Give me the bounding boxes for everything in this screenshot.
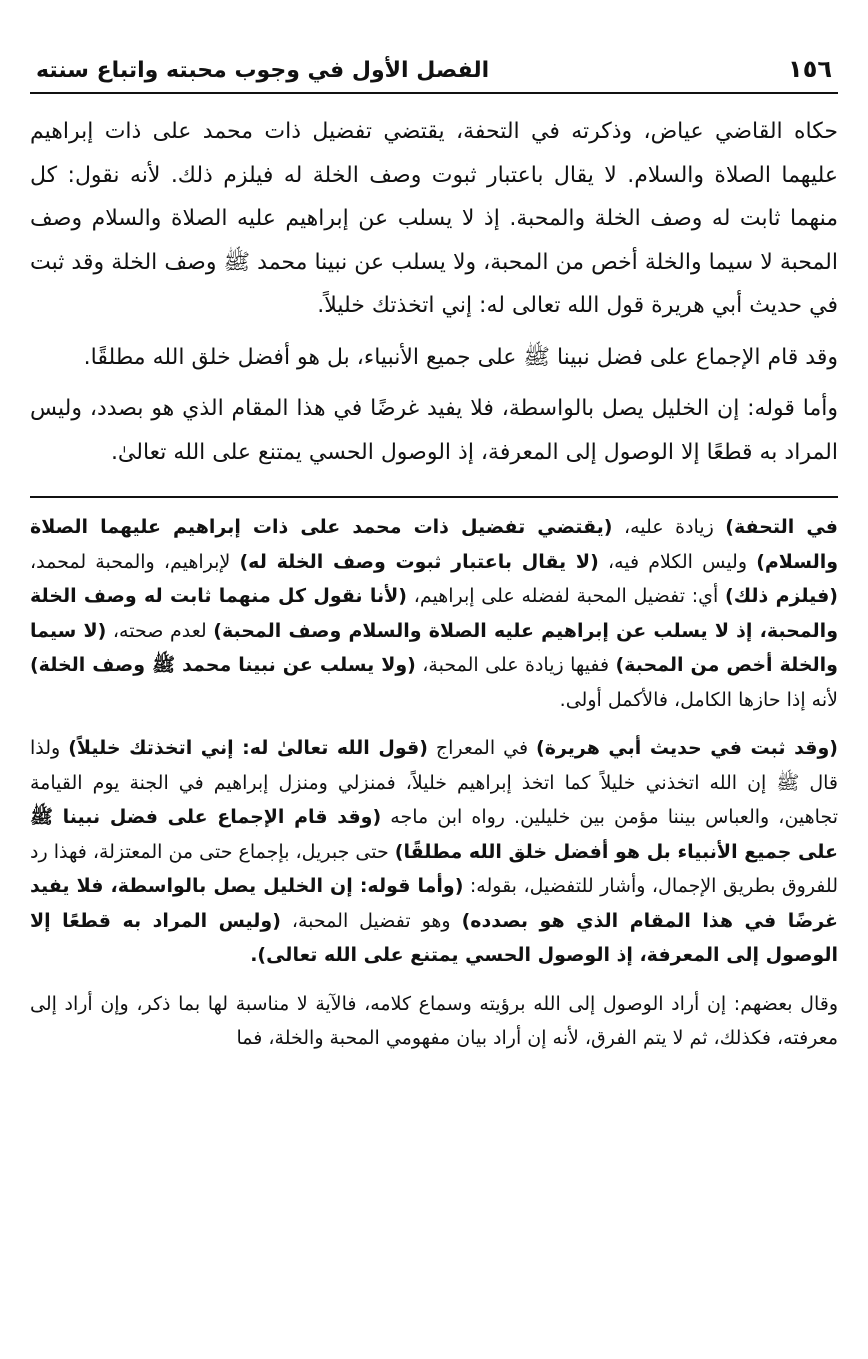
quoted-main-text: (وقد قام الإجماع على فضل نبينا ﷺ على جميع الأنبياء بل هو أفضل خلق الله مطلقًا) [30,806,838,863]
quoted-main-text: (يقتضي تفضيل ذات محمد على ذات إبراهيم عليهما الصلاة والسلام) [30,516,839,573]
quoted-main-text: في التحفة) [725,516,838,538]
commentary-text: وليس الكلام فيه، [598,550,757,573]
quoted-main-text: (ولا يسلب عن نبينا محمد ﷺ وصف الخلة) [30,654,416,676]
commentary-text: وهو تفضيل المحبة، [280,909,462,932]
quoted-main-text: (فيلزم ذلك) [725,585,838,607]
commentary-divider [30,496,838,498]
running-header [30,52,838,88]
header-divider [30,92,838,94]
commentary-text: ففيها زيادة على المحبة، [415,654,616,676]
main-paragraph: حكاه القاضي عياض، وذكرته في التحفة، يقتضي تفضيل ذات محمد على ذات إبراهيم عليهما الصلاة والسلام. لا يقال باعتبار ثبوت وصف الخلة له فيلزم ذلك. لأنه نقول: كل منهما ثابت له وصف الخلة والمحبة. إذ لا يسلب عن إبراهيم عليه الصلاة والسلام وصف المحبة لا سيما والخلة أخص من المحبة، ولا يسلب عن نبينا محمد ﷺ وصف الخلة وقد ثبت في حديث أبي هريرة قول الله تعالى له: إني اتخذتك خليلاً. [30,119,838,318]
commentary-text: لأنه إذا حازها الكامل، فالأكمل أولى. [559,688,838,711]
page-number: ١٥٦ [788,55,832,83]
commentary-text: حتى جبريل، بإجماع حتى من المعتزلة، فهذا رد للفروق بطريق الإجمال، وأشار للتفضيل، بقوله: [30,840,838,897]
commentary-paragraph [30,987,838,1056]
chapter-title: الفصل الأول في وجوب محبته واتباع سنته [36,58,490,83]
quoted-main-text: (لا سيما والخلة أخص من المحبة) [30,619,838,676]
quoted-main-text: (لأنا نقول كل منهما ثابت له وصف الخلة والمحبة، إذ لا يسلب عن إبراهيم عليه الصلاة والسلام وصف المحبة) [30,585,839,642]
commentary-text: ولذا قال ﷺ إن الله اتخذني خليلاً كما اتخذ إبراهيم خليلاً، فمنزلي ومنزل إبراهيم في الجنة يوم القيامة تجاهين، والعباس بيننا مؤمن بين خليلين. رواه ابن ماجه [30,737,838,828]
quoted-main-text: (وليس المراد به قطعًا إلا الوصول إلى المعرفة، إذ الوصول الحسي يمتنع على الله تعالى). [30,909,838,966]
commentary-text: وقال بعضهم: إن أراد الوصول إلى الله برؤيته وسماع كلامه، فالآية لا مناسبة لها بما ذكر، وإن أراد إلى معرفته، فكذلك، ثم لا يتم الفرق، لأنه إن أراد بيان مفهومي المحبة والخلة، فما [30,992,838,1049]
main-paragraph: وقد قام الإجماع على فضل نبينا ﷺ على جميع الأنبياء، بل هو أفضل خلق الله مطلقًا. [83,344,838,370]
commentary [30,510,838,1056]
commentary-text: لعدم صحته، [106,619,214,642]
book-page [30,52,838,1349]
quoted-main-text: (لا يقال باعتبار ثبوت وصف الخلة له) [239,550,599,573]
quoted-main-text: (قول الله تعالىٰ له: إني اتخذتك خليلاً) [68,737,428,759]
commentary-text: زيادة عليه، [612,516,726,538]
commentary-text: أي: تفضيل المحبة لفضله على إبراهيم، [406,585,726,607]
commentary-text: لإبراهيم، والمحبة لمحمد، [30,550,240,573]
commentary-paragraph [30,510,838,717]
main-paragraph: وأما قوله: إن الخليل يصل بالواسطة، فلا يفيد غرضًا في هذا المقام الذي هو بصدد، وليس المراد به قطعًا إلا الوصول إلى المعرفة، إذ الوصول الحسي يمتنع على الله تعالىٰ. [30,396,838,465]
main-text [30,110,838,474]
commentary-paragraph [30,731,838,973]
quoted-main-text: (وقد ثبت في حديث أبي هريرة) [536,737,838,759]
quoted-main-text: (وأما قوله: إن الخليل يصل بالواسطة، فلا يفيد غرضًا في هذا المقام الذي هو بصدده) [30,875,839,932]
commentary-text: في المعراج [427,737,537,759]
